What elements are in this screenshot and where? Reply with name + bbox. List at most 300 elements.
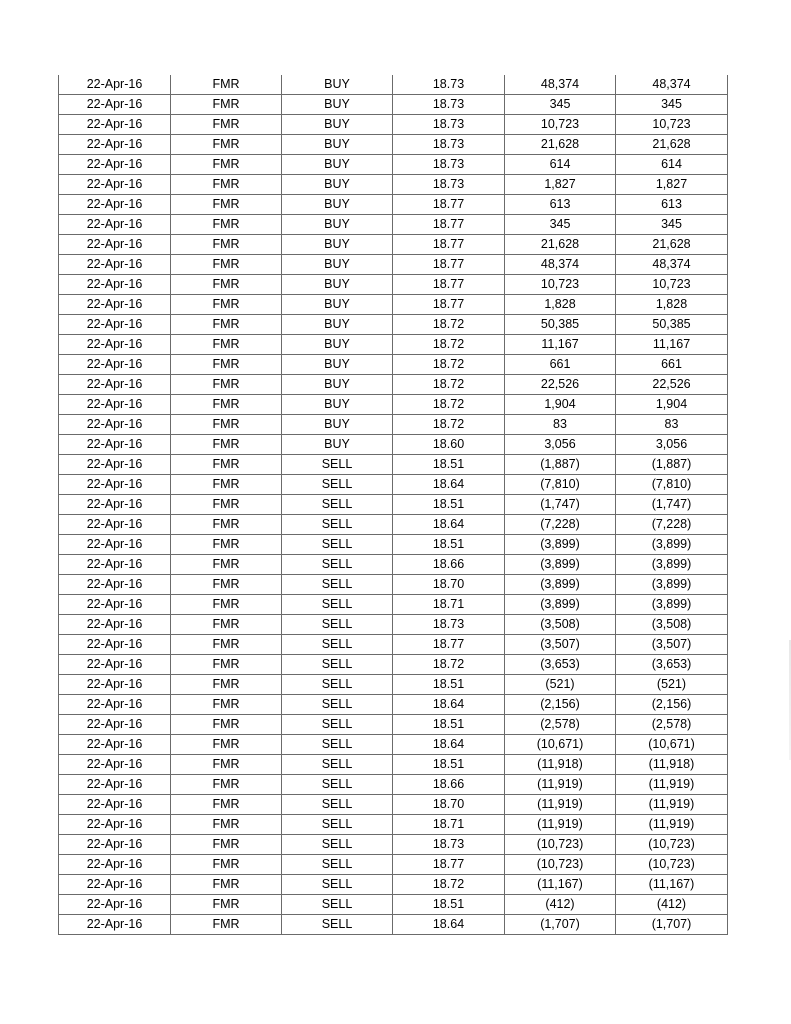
price-cell: 18.51 [393,675,505,695]
price-cell: 18.64 [393,515,505,535]
side-cell: BUY [282,375,393,395]
quantity-total-cell: (11,919) [616,775,728,795]
side-cell: SELL [282,715,393,735]
date-cell: 22-Apr-16 [59,155,171,175]
table-row [59,595,728,615]
price-cell: 18.51 [393,895,505,915]
quantity-total-cell: 21,628 [616,235,728,255]
table-row [59,335,728,355]
fund-cell: FMR [171,195,282,215]
date-cell: 22-Apr-16 [59,735,171,755]
quantity-total-cell: (11,919) [616,795,728,815]
price-cell: 18.77 [393,275,505,295]
side-cell: SELL [282,795,393,815]
quantity-cell: 614 [505,155,616,175]
table-row [59,655,728,675]
fund-cell: FMR [171,855,282,875]
quantity-total-cell: 345 [616,215,728,235]
date-cell: 22-Apr-16 [59,235,171,255]
quantity-cell: (11,918) [505,755,616,775]
side-cell: BUY [282,75,393,95]
date-cell: 22-Apr-16 [59,455,171,475]
fund-cell: FMR [171,255,282,275]
date-cell: 22-Apr-16 [59,535,171,555]
fund-cell: FMR [171,475,282,495]
quantity-total-cell: (11,918) [616,755,728,775]
date-cell: 22-Apr-16 [59,135,171,155]
price-cell: 18.73 [393,615,505,635]
price-cell: 18.72 [393,875,505,895]
quantity-total-cell: 10,723 [616,275,728,295]
date-cell: 22-Apr-16 [59,675,171,695]
quantity-total-cell: (3,899) [616,595,728,615]
side-cell: SELL [282,915,393,935]
fund-cell: FMR [171,415,282,435]
quantity-total-cell: (7,810) [616,475,728,495]
price-cell: 18.72 [393,655,505,675]
side-cell: BUY [282,395,393,415]
date-cell: 22-Apr-16 [59,195,171,215]
price-cell: 18.60 [393,435,505,455]
fund-cell: FMR [171,295,282,315]
table-row [59,915,728,935]
date-cell: 22-Apr-16 [59,355,171,375]
table-row [59,155,728,175]
quantity-total-cell: (3,899) [616,555,728,575]
quantity-total-cell: (3,507) [616,635,728,655]
date-cell: 22-Apr-16 [59,695,171,715]
price-cell: 18.77 [393,635,505,655]
table-row [59,795,728,815]
date-cell: 22-Apr-16 [59,395,171,415]
quantity-cell: 21,628 [505,235,616,255]
quantity-cell: 10,723 [505,275,616,295]
table-row [59,375,728,395]
quantity-cell: (3,899) [505,535,616,555]
quantity-total-cell: (2,156) [616,695,728,715]
price-cell: 18.73 [393,75,505,95]
quantity-cell: (1,707) [505,915,616,935]
price-cell: 18.64 [393,915,505,935]
side-cell: SELL [282,635,393,655]
quantity-total-cell: 83 [616,415,728,435]
fund-cell: FMR [171,155,282,175]
side-cell: SELL [282,515,393,535]
side-cell: SELL [282,775,393,795]
date-cell: 22-Apr-16 [59,515,171,535]
date-cell: 22-Apr-16 [59,415,171,435]
fund-cell: FMR [171,95,282,115]
quantity-cell: (521) [505,675,616,695]
side-cell: BUY [282,415,393,435]
side-cell: BUY [282,295,393,315]
side-cell: BUY [282,175,393,195]
side-cell: SELL [282,695,393,715]
quantity-cell: 345 [505,215,616,235]
fund-cell: FMR [171,235,282,255]
quantity-cell: (3,899) [505,555,616,575]
quantity-total-cell: (1,887) [616,455,728,475]
quantity-total-cell: (10,671) [616,735,728,755]
table-row [59,455,728,475]
transactions-table-body [59,75,728,935]
fund-cell: FMR [171,675,282,695]
quantity-total-cell: (11,167) [616,875,728,895]
table-row [59,75,728,95]
price-cell: 18.72 [393,395,505,415]
price-cell: 18.77 [393,235,505,255]
fund-cell: FMR [171,395,282,415]
fund-cell: FMR [171,775,282,795]
quantity-cell: (7,810) [505,475,616,495]
quantity-cell: 1,828 [505,295,616,315]
side-cell: BUY [282,275,393,295]
table-row [59,235,728,255]
quantity-total-cell: (2,578) [616,715,728,735]
side-cell: SELL [282,555,393,575]
quantity-total-cell: 1,904 [616,395,728,415]
price-cell: 18.64 [393,735,505,755]
fund-cell: FMR [171,875,282,895]
date-cell: 22-Apr-16 [59,115,171,135]
quantity-total-cell: 1,827 [616,175,728,195]
table-row [59,215,728,235]
fund-cell: FMR [171,555,282,575]
quantity-total-cell: (3,508) [616,615,728,635]
fund-cell: FMR [171,495,282,515]
quantity-cell: (1,887) [505,455,616,475]
side-cell: BUY [282,335,393,355]
quantity-cell: 1,904 [505,395,616,415]
price-cell: 18.66 [393,555,505,575]
side-cell: SELL [282,895,393,915]
price-cell: 18.64 [393,475,505,495]
fund-cell: FMR [171,815,282,835]
fund-cell: FMR [171,895,282,915]
quantity-total-cell: (10,723) [616,855,728,875]
fund-cell: FMR [171,695,282,715]
side-cell: SELL [282,855,393,875]
table-row [59,835,728,855]
side-cell: SELL [282,475,393,495]
date-cell: 22-Apr-16 [59,175,171,195]
fund-cell: FMR [171,315,282,335]
price-cell: 18.51 [393,755,505,775]
table-row [59,495,728,515]
quantity-total-cell: 3,056 [616,435,728,455]
table-row [59,115,728,135]
side-cell: SELL [282,595,393,615]
quantity-cell: (10,723) [505,855,616,875]
quantity-total-cell: 50,385 [616,315,728,335]
quantity-cell: (3,899) [505,575,616,595]
quantity-cell: (2,578) [505,715,616,735]
side-cell: BUY [282,135,393,155]
date-cell: 22-Apr-16 [59,655,171,675]
quantity-total-cell: 48,374 [616,75,728,95]
price-cell: 18.77 [393,195,505,215]
quantity-cell: (3,653) [505,655,616,675]
side-cell: BUY [282,195,393,215]
price-cell: 18.73 [393,95,505,115]
quantity-cell: 10,723 [505,115,616,135]
fund-cell: FMR [171,615,282,635]
side-cell: BUY [282,355,393,375]
side-cell: SELL [282,815,393,835]
price-cell: 18.70 [393,795,505,815]
table-row [59,895,728,915]
quantity-total-cell: 21,628 [616,135,728,155]
table-row [59,875,728,895]
table-row [59,415,728,435]
transactions-table [58,75,728,935]
quantity-total-cell: 10,723 [616,115,728,135]
date-cell: 22-Apr-16 [59,615,171,635]
date-cell: 22-Apr-16 [59,335,171,355]
quantity-cell: (10,723) [505,835,616,855]
side-cell: SELL [282,835,393,855]
date-cell: 22-Apr-16 [59,795,171,815]
price-cell: 18.66 [393,775,505,795]
date-cell: 22-Apr-16 [59,575,171,595]
price-cell: 18.70 [393,575,505,595]
quantity-total-cell: (3,899) [616,575,728,595]
quantity-cell: (11,919) [505,795,616,815]
side-cell: SELL [282,675,393,695]
date-cell: 22-Apr-16 [59,215,171,235]
table-row [59,95,728,115]
date-cell: 22-Apr-16 [59,595,171,615]
quantity-total-cell: (7,228) [616,515,728,535]
side-cell: BUY [282,115,393,135]
fund-cell: FMR [171,735,282,755]
quantity-total-cell: (412) [616,895,728,915]
side-cell: BUY [282,95,393,115]
fund-cell: FMR [171,755,282,775]
side-cell: SELL [282,615,393,635]
quantity-cell: 21,628 [505,135,616,155]
price-cell: 18.64 [393,695,505,715]
quantity-cell: (10,671) [505,735,616,755]
side-cell: SELL [282,755,393,775]
price-cell: 18.73 [393,835,505,855]
side-cell: SELL [282,735,393,755]
date-cell: 22-Apr-16 [59,755,171,775]
quantity-total-cell: 613 [616,195,728,215]
quantity-cell: 613 [505,195,616,215]
fund-cell: FMR [171,915,282,935]
price-cell: 18.73 [393,115,505,135]
date-cell: 22-Apr-16 [59,255,171,275]
fund-cell: FMR [171,335,282,355]
quantity-total-cell: (3,653) [616,655,728,675]
side-cell: BUY [282,315,393,335]
price-cell: 18.72 [393,415,505,435]
side-cell: BUY [282,155,393,175]
date-cell: 22-Apr-16 [59,715,171,735]
table-row [59,255,728,275]
price-cell: 18.51 [393,715,505,735]
quantity-total-cell: 48,374 [616,255,728,275]
quantity-cell: 83 [505,415,616,435]
table-row [59,555,728,575]
fund-cell: FMR [171,215,282,235]
quantity-cell: 48,374 [505,75,616,95]
quantity-cell: (412) [505,895,616,915]
price-cell: 18.51 [393,495,505,515]
price-cell: 18.72 [393,355,505,375]
fund-cell: FMR [171,655,282,675]
date-cell: 22-Apr-16 [59,475,171,495]
table-row [59,395,728,415]
quantity-cell: 345 [505,95,616,115]
side-cell: BUY [282,215,393,235]
fund-cell: FMR [171,435,282,455]
price-cell: 18.71 [393,595,505,615]
side-cell: SELL [282,455,393,475]
date-cell: 22-Apr-16 [59,295,171,315]
table-row [59,435,728,455]
price-cell: 18.77 [393,215,505,235]
table-row [59,355,728,375]
quantity-cell: (11,919) [505,815,616,835]
date-cell: 22-Apr-16 [59,375,171,395]
price-cell: 18.77 [393,855,505,875]
quantity-total-cell: 11,167 [616,335,728,355]
quantity-cell: (3,507) [505,635,616,655]
side-cell: SELL [282,575,393,595]
price-cell: 18.72 [393,315,505,335]
table-row [59,535,728,555]
quantity-cell: (11,919) [505,775,616,795]
fund-cell: FMR [171,135,282,155]
side-cell: BUY [282,435,393,455]
quantity-total-cell: 614 [616,155,728,175]
fund-cell: FMR [171,535,282,555]
date-cell: 22-Apr-16 [59,775,171,795]
fund-cell: FMR [171,455,282,475]
date-cell: 22-Apr-16 [59,875,171,895]
fund-cell: FMR [171,595,282,615]
date-cell: 22-Apr-16 [59,855,171,875]
quantity-total-cell: 345 [616,95,728,115]
fund-cell: FMR [171,275,282,295]
table-row [59,615,728,635]
quantity-total-cell: (1,707) [616,915,728,935]
quantity-total-cell: (11,919) [616,815,728,835]
quantity-cell: 661 [505,355,616,375]
date-cell: 22-Apr-16 [59,835,171,855]
quantity-total-cell: (10,723) [616,835,728,855]
side-cell: SELL [282,495,393,515]
quantity-total-cell: 22,526 [616,375,728,395]
quantity-cell: 22,526 [505,375,616,395]
price-cell: 18.72 [393,375,505,395]
fund-cell: FMR [171,375,282,395]
date-cell: 22-Apr-16 [59,915,171,935]
price-cell: 18.73 [393,175,505,195]
date-cell: 22-Apr-16 [59,435,171,455]
table-row [59,675,728,695]
quantity-total-cell: 1,828 [616,295,728,315]
fund-cell: FMR [171,575,282,595]
date-cell: 22-Apr-16 [59,895,171,915]
date-cell: 22-Apr-16 [59,555,171,575]
date-cell: 22-Apr-16 [59,635,171,655]
table-row [59,315,728,335]
quantity-cell: (7,228) [505,515,616,535]
price-cell: 18.77 [393,295,505,315]
quantity-cell: 3,056 [505,435,616,455]
fund-cell: FMR [171,515,282,535]
quantity-total-cell: 661 [616,355,728,375]
fund-cell: FMR [171,635,282,655]
table-row [59,815,728,835]
quantity-cell: 1,827 [505,175,616,195]
quantity-cell: 11,167 [505,335,616,355]
table-row [59,715,728,735]
quantity-cell: 50,385 [505,315,616,335]
price-cell: 18.51 [393,535,505,555]
date-cell: 22-Apr-16 [59,315,171,335]
table-row [59,755,728,775]
side-cell: SELL [282,655,393,675]
price-cell: 18.73 [393,135,505,155]
quantity-cell: (3,508) [505,615,616,635]
quantity-cell: (1,747) [505,495,616,515]
side-cell: SELL [282,875,393,895]
quantity-cell: (3,899) [505,595,616,615]
side-cell: BUY [282,235,393,255]
price-cell: 18.73 [393,155,505,175]
date-cell: 22-Apr-16 [59,95,171,115]
table-row [59,275,728,295]
fund-cell: FMR [171,115,282,135]
side-cell: SELL [282,535,393,555]
table-row [59,855,728,875]
fund-cell: FMR [171,835,282,855]
table-row [59,475,728,495]
table-row [59,775,728,795]
fund-cell: FMR [171,715,282,735]
quantity-cell: 48,374 [505,255,616,275]
price-cell: 18.51 [393,455,505,475]
price-cell: 18.71 [393,815,505,835]
table-row [59,735,728,755]
fund-cell: FMR [171,355,282,375]
date-cell: 22-Apr-16 [59,495,171,515]
fund-cell: FMR [171,795,282,815]
table-row [59,575,728,595]
table-row [59,295,728,315]
date-cell: 22-Apr-16 [59,815,171,835]
table-row [59,635,728,655]
table-row [59,135,728,155]
quantity-total-cell: (3,899) [616,535,728,555]
side-cell: BUY [282,255,393,275]
fund-cell: FMR [171,75,282,95]
table-row [59,195,728,215]
quantity-cell: (11,167) [505,875,616,895]
price-cell: 18.77 [393,255,505,275]
quantity-total-cell: (1,747) [616,495,728,515]
table-row [59,175,728,195]
table-row [59,515,728,535]
quantity-total-cell: (521) [616,675,728,695]
date-cell: 22-Apr-16 [59,275,171,295]
date-cell: 22-Apr-16 [59,75,171,95]
quantity-cell: (2,156) [505,695,616,715]
